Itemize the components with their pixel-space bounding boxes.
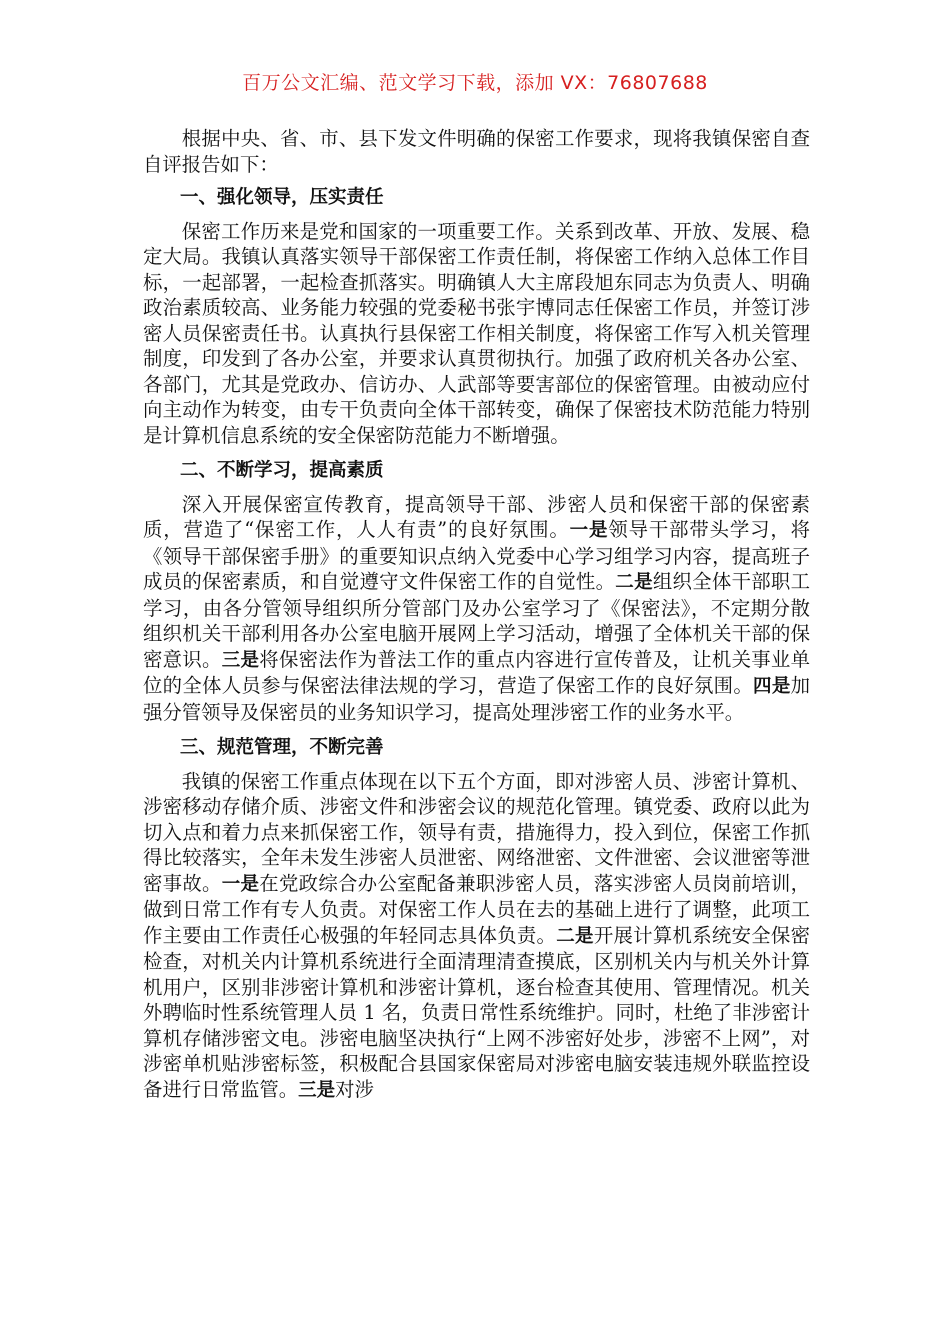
intro-paragraph: 根据中央、省、市、县下发文件明确的保密工作要求，现将我镇保密自查自评报告如下： [143, 127, 810, 176]
section-3-lead-text: 我镇的保密工作重点体现在以下五个方面，即对涉密人员、涉密计算机、涉密移动存储介质、涉密文件和涉密会议的规范化管理。镇党委、政府以此为切入点和着力点来抓保密工作，领导有责，措施得力，投入到位，保密工作抓得比较落实，全年未发生涉密人员泄密、网络泄密、文件泄密、会议泄密等泄密事故。 [143, 769, 810, 895]
section-2-lead-text: 深入开展保密宣传教育，提高领导干部、涉密人员和保密干部的保密素质，营造了“保密工作，人人有责”的良好氛围。 [143, 492, 810, 541]
section-3-point-1-marker: 一是 [221, 873, 260, 895]
section-2-point-2-marker: 二是 [615, 572, 653, 593]
section-2-point-1-text: 领导干部带头学习，将《领导干部保密手册》的重要知识点纳入党委中心学习组学习内容，提高班子成员的保密素质，和自觉遵守文件保密工作的自觉性。 [143, 518, 811, 593]
section-2-point-1-marker: 一是 [569, 520, 609, 541]
section-1-paragraph: 保密工作历来是党和国家的一项重要工作。关系到改革、开放、发展、稳定大局。我镇认真落实领导干部保密工作责任制，将保密工作纳入总体工作目标，一起部署，一起检查抓落实。明确镇人大主席段旭东同志为负责人、明确政治素质较高、业务能力较强的党委秘书张宇博同志任保密工作员，并签订涉密人员保密责任书。认真执行县保密工作相关制度，将保密工作写入机关管理制度，印发到了各办公室，并要求认真贯彻执行。加强了政府机关各办公室、各部门，尤其是党政办、信访办、人武部等要害部位的保密管理。由被动应付向主动作为转变，由专干负责向全体干部转变，确保了保密技术防范能力特别是计算机信息系统的安全保密防范能力不断增强。 [143, 219, 810, 447]
section-2-point-3-text: 将保密法作为普法工作的重点内容进行宣传普及，让机关事业单位的全体人员参与保密法律法规的学习，营造了保密工作的良好氛围。 [143, 647, 810, 697]
section-2-point-4-marker: 四是 [753, 676, 791, 697]
section-3-point-2-marker: 二是 [556, 925, 594, 947]
download-watermark-header: 百万公文汇编、范文学习下载，添加 VX：76807688 [242, 72, 708, 94]
section-1-heading: 一、强化领导，压实责任 [180, 187, 384, 208]
document-body [143, 126, 810, 1103]
section-3-point-3-marker: 三是 [298, 1079, 336, 1101]
section-2-point-4-text: 加强分管领导及保密员的业务知识学习，提高处理涉密工作的业务水平。 [143, 674, 810, 724]
section-3-point-3-text: 对涉 [335, 1077, 374, 1101]
section-2-paragraph [143, 492, 810, 726]
section-2-point-2-text: 组织全体干部职工学习，由各分管领导组织所分管部门及办公室学习了《保密法》，不定期分散组织机关干部利用各办公室电脑开展网上学习活动，增强了全体机关干部的保密意识。 [143, 570, 810, 671]
section-2-point-3-marker: 三是 [221, 649, 260, 671]
section-3-point-2-text: 开展计算机系统安全保密检查，对机关内计算机系统进行全面清理清查摸底，区别机关内与机关外计算机用户，区别非涉密计算机和涉密计算机，逐台检查其使用、管理情况。机关外聘临时性系统管理人员 1 名，负责日常性系统维护。同时，杜绝了非涉密计算机存储涉密文电。涉密电脑坚决执行“上网不涉密好处步，涉密不上网”，对涉密单机贴涉密标签，积极配合县国家保密局对涉密电脑安装违规外联监控设备进行日常监管。 [143, 923, 810, 1101]
section-3-point-1-text: 在党政综合办公室配备兼职涉密人员，落实涉密人员岗前培训，做到日常工作有专人负责。对保密工作人员在去的基础上进行了调整，此项工作主要由工作责任心极强的年轻同志具体负责。 [143, 871, 810, 947]
section-3-paragraph [143, 769, 810, 1104]
section-2-heading: 二、不断学习，提高素质 [180, 460, 384, 481]
section-3-heading: 三、规范管理，不断完善 [180, 737, 384, 758]
